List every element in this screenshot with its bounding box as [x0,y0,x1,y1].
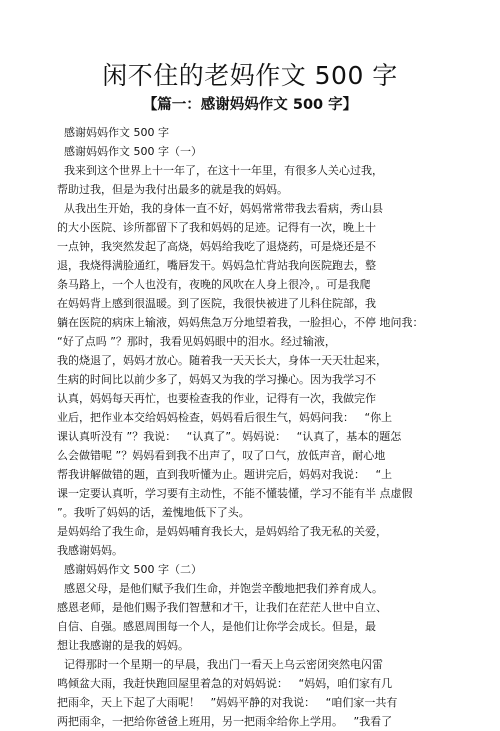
text-line: 课认真听没有 ”？我说： “认真了”。妈妈说： “认真了，基本的题怎 [57,430,402,443]
text-line: 从我出生开始，我的身体一直不好，妈妈常常带我去看病，秀山县 [57,202,383,215]
text-line: 自信、自强。感恩周围每一个人，是他们让你学会成长。但是，最 [57,620,376,633]
text-line: 么会做错呢 ”？妈妈看到我不出声了，叹了口气，放低声音，耐心地 [57,449,386,462]
text-line: 感谢妈妈作文 500 字 [57,126,169,139]
text-line: 鸣倾盆大雨，我赶快跑回屋里着急的对妈妈说： “妈妈，咱们家有几 [57,677,393,690]
text-line: 生病的时间比以前少多了，妈妈又为我的学习操心。因为我学习不 [57,373,376,386]
text-line: 感谢妈妈作文 500 字（二） [57,563,202,576]
text-line: 感恩老师，是他们赐予我们智慧和才干，让我们在茫茫人世中自立、 [57,601,387,614]
text-line: 把雨伞，天上下起了大雨呢！ ”妈妈平静的对我说： “咱们家一共有 [57,696,398,709]
document-title: 闲不住的老妈作文 500 字 [102,61,398,90]
text-line: 感恩父母，是他们赋予我们生命，并饱尝辛酸地把我们养育成人。 [57,582,383,595]
text-line: 帮我讲解做错的题，直到我听懂为止。题讲完后，妈妈对我说： “上 [57,468,393,481]
text-line: 记得那时一个星期一的早晨，我出门一看天上乌云密闭突然电闪雷 [57,658,383,671]
text-line: 是妈妈给了我生命，是妈妈哺育我长大，是妈妈给了我无私的关爱， [57,525,387,538]
text-line: 认真，妈妈每天再忙，也要检查我的作业，记得有一次，我做完作 [57,392,376,405]
text-line: 我来到这个世界上十一年了，在这十一年里，有很多人关心过我， [57,164,383,177]
text-line: 课一定要认真听，学习要有主动性，不能不懂装懂，学习不能有半 点虚假 [57,487,413,500]
text-line: 条马路上，一个人也没有，夜晚的风吹在人身上很冷，。可是我爬 [57,278,371,291]
text-line: 的大小医院、诊所都留下了我和妈妈的足迹。记得有一次，晚上十 [57,221,376,234]
text-line: 业后，把作业本交给妈妈检查，妈妈看后很生气，妈妈问我： “你上 [57,411,393,424]
text-line: 躺在医院的病床上输液，妈妈焦急万分地望着我，一脸担心，不停 地问我： [57,316,424,329]
text-line: “好了点吗 ”？那时，我看见妈妈眼中的泪水。经过输液， [57,335,336,348]
text-line: 两把雨伞，一把给你爸爸上班用，另一把雨伞给你上学用。 ”我看了 [57,715,393,728]
text-line: 一点钟，我突然发起了高烧，妈妈给我吃了退烧药，可是烧还是不 [57,240,376,253]
text-line: 在妈妈背上感到很温暖。到了医院，我很快被进了儿科住院部，我 [57,297,376,310]
text-line: 我感谢妈妈。 [57,544,123,557]
text-line: 退，我烧得满脸通红，嘴唇发干。妈妈急忙背站我向医院跑去，整 [57,259,376,272]
text-line: 想让我感谢的是我的妈妈。 [57,639,189,652]
document-subtitle: 【篇一：感谢妈妈作文 500 字】 [142,97,358,113]
text-line: ”。我听了妈妈的话，羞愧地低下了头。 [57,506,250,519]
text-line: 我的烧退了，妈妈才放心。随着我一天天长大，身体一天天壮起来， [57,354,387,367]
text-line: 帮助过我，但是为我付出最多的就是我的妈妈。 [57,183,288,196]
document-body [57,123,449,731]
text-line: 感谢妈妈作文 500 字（一） [57,145,202,158]
